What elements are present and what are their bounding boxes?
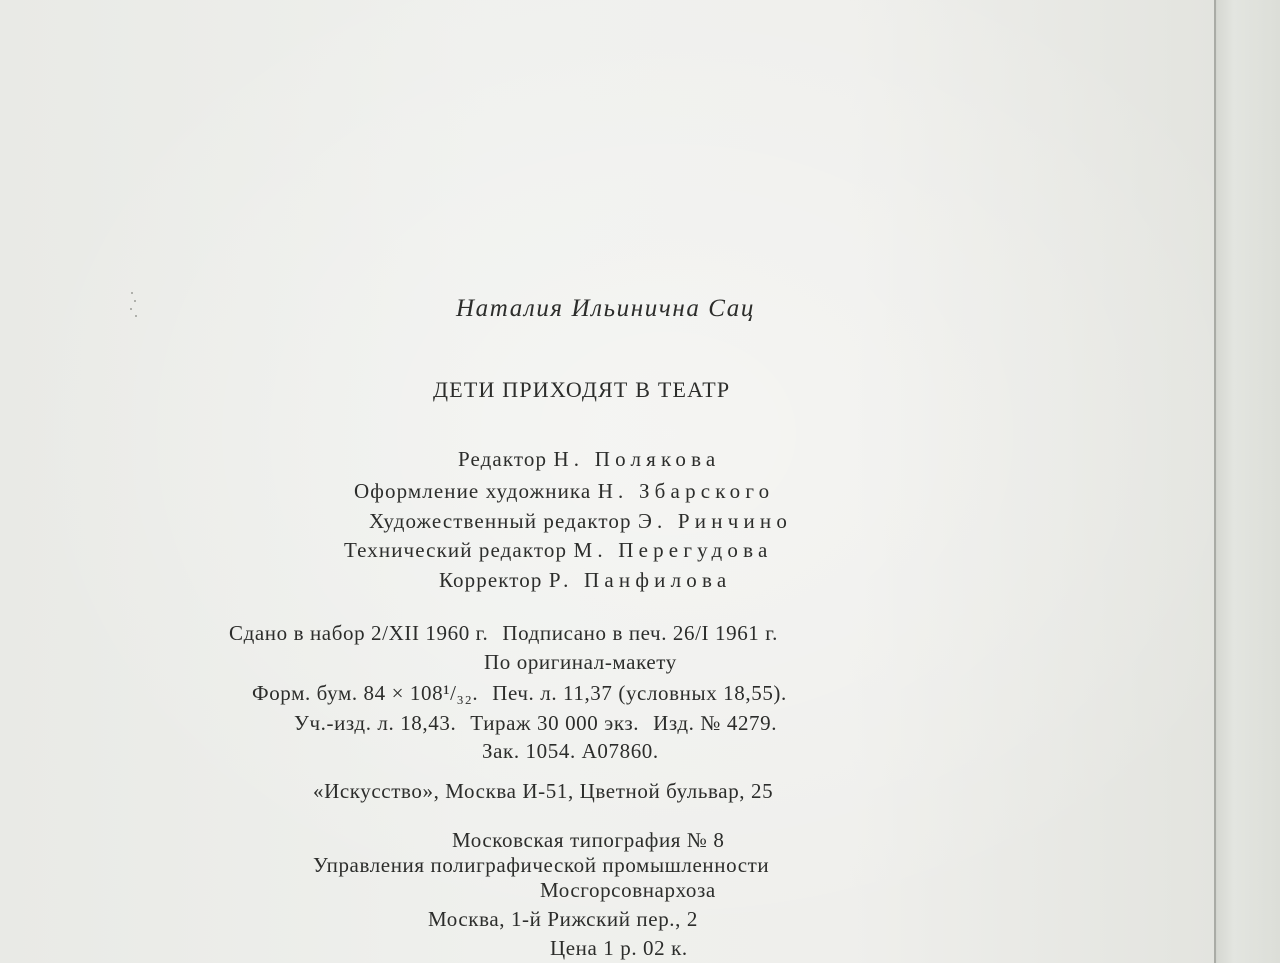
printer-council: Мосгорсовнархоза bbox=[540, 878, 716, 902]
printer-department: Управления полиграфической промышленности bbox=[313, 853, 770, 877]
book-title: ДЕТИ ПРИХОДЯТ В ТЕАТР bbox=[433, 377, 731, 402]
credit-role: Редактор bbox=[458, 447, 548, 471]
credit-art-editor bbox=[369, 511, 792, 532]
imprint-format bbox=[252, 683, 787, 704]
credit-designer bbox=[354, 481, 774, 502]
credit-person: М. Перегудова bbox=[573, 538, 773, 562]
credit-role: Технический редактор bbox=[344, 538, 568, 562]
credit-person: Н. Збарского bbox=[597, 479, 775, 503]
imprint-print-run bbox=[294, 713, 777, 734]
imprint-layout: По оригинал-макету bbox=[484, 650, 677, 674]
credit-role: Художественный редактор bbox=[369, 509, 632, 533]
credit-person: Р. Панфилова bbox=[548, 568, 732, 592]
page-gutter-line bbox=[1214, 0, 1216, 963]
credit-person: Н. Полякова bbox=[553, 447, 721, 471]
credit-role: Оформление художника bbox=[354, 479, 592, 503]
signed-date: Подписано в печ. 26/I 1961 г. bbox=[502, 621, 778, 645]
author-name: Наталия Ильинична Сац bbox=[456, 295, 755, 322]
typeset-date: Сдано в набор 2/XII 1960 г. bbox=[229, 621, 489, 645]
imprint-order: Зак. 1054. А07860. bbox=[482, 739, 659, 763]
print-sheets: Печ. л. 11,37 (условных 18,55). bbox=[492, 681, 787, 705]
edition-number: Изд. № 4279. bbox=[653, 711, 778, 735]
edition-sheets: Уч.-изд. л. 18,43. bbox=[294, 711, 457, 735]
credit-role: Корректор bbox=[439, 568, 543, 592]
imprint-dates bbox=[229, 623, 778, 644]
credit-proofreader bbox=[439, 570, 731, 591]
printer-address: Москва, 1-й Рижский пер., 2 bbox=[428, 907, 698, 931]
credit-technical-editor bbox=[344, 540, 772, 561]
paper-specks bbox=[127, 290, 139, 320]
printer-name: Московская типография № 8 bbox=[452, 828, 725, 852]
publisher-address: «Искусство», Москва И-51, Цветной бульвар, 25 bbox=[313, 779, 774, 803]
credit-person: Э. Ринчино bbox=[637, 509, 793, 533]
credit-editor bbox=[458, 449, 720, 470]
paper-format: Форм. бум. 84 × 108¹/₃₂. bbox=[252, 681, 479, 705]
book-price: Цена 1 р. 02 к. bbox=[550, 936, 688, 960]
print-run: Тираж 30 000 экз. bbox=[470, 711, 640, 735]
next-page-edge bbox=[1214, 0, 1280, 963]
